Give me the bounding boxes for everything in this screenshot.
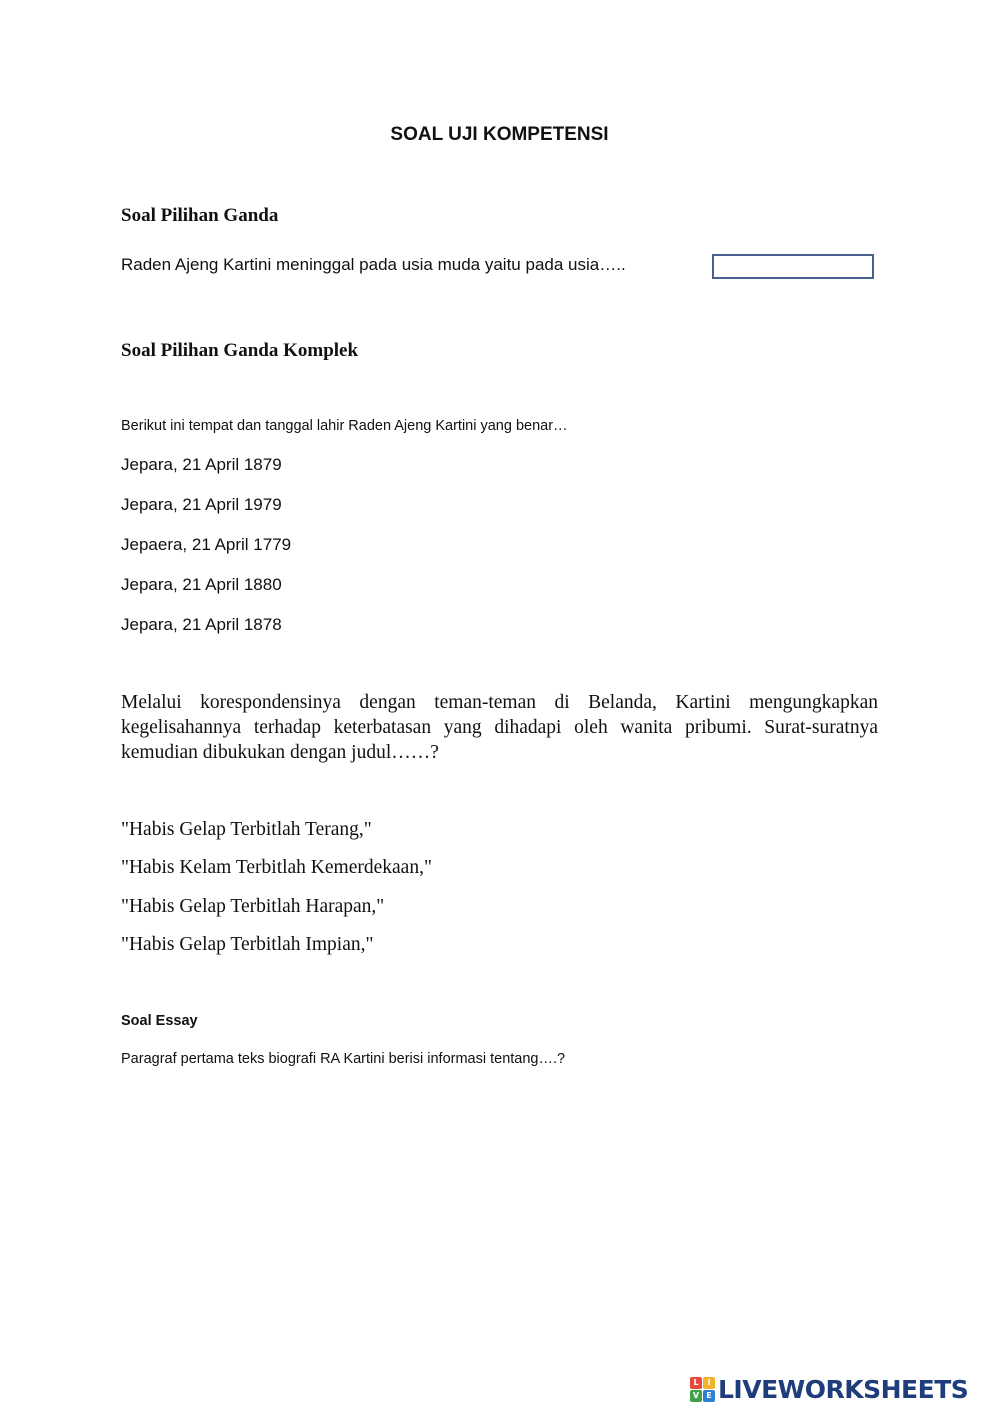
option-birthplace-2[interactable]: Jepara, 21 April 1979	[121, 495, 282, 514]
question-letters-book-title: Melalui korespondensinya dengan teman-teman di Belanda, Kartini mengungkapkan kegelisahannya terhadap keterbatasan yang dihadapi oleh wanita pribumi. Surat-suratnya kemudian dibukukan dengan judul……?	[121, 692, 878, 763]
logo-mark-letter: I	[703, 1377, 715, 1389]
liveworksheets-logo-icon	[690, 1377, 715, 1402]
option-birthplace-4[interactable]: Jepara, 21 April 1880	[121, 575, 282, 594]
logo-mark-letter: V	[690, 1390, 702, 1402]
option-book-title-3[interactable]: "Habis Gelap Terbitlah Harapan,"	[121, 896, 385, 917]
option-book-title-2[interactable]: "Habis Kelam Terbitlah Kemerdekaan,"	[121, 857, 432, 878]
option-birthplace-1[interactable]: Jepara, 21 April 1879	[121, 455, 282, 474]
option-birthplace-5[interactable]: Jepara, 21 April 1878	[121, 615, 282, 634]
logo-text: LIVEWORKSHEETS	[718, 1374, 969, 1404]
option-birthplace-3[interactable]: Jepaera, 21 April 1779	[121, 535, 292, 554]
section-heading-complex-multiple-choice: Soal Pilihan Ganda Komplek	[121, 340, 359, 361]
section-heading-essay: Soal Essay	[121, 1013, 198, 1029]
option-book-title-1[interactable]: "Habis Gelap Terbitlah Terang,"	[121, 819, 372, 840]
page-title: SOAL UJI KOMPETENSI	[390, 124, 609, 145]
logo-mark-letter: E	[703, 1390, 715, 1402]
question-kartini-age: Raden Ajeng Kartini meninggal pada usia muda yaitu pada usia…..	[121, 255, 626, 274]
option-book-title-4[interactable]: "Habis Gelap Terbitlah Impian,"	[121, 934, 374, 955]
answer-input-kartini-age[interactable]	[712, 254, 874, 279]
section-heading-multiple-choice: Soal Pilihan Ganda	[121, 205, 279, 226]
liveworksheets-logo	[690, 1372, 968, 1406]
logo-mark-letter: L	[690, 1377, 702, 1389]
question-birthplace: Berikut ini tempat dan tanggal lahir Raden Ajeng Kartini yang benar…	[121, 418, 568, 434]
question-essay-first-paragraph: Paragraf pertama teks biografi RA Kartini berisi informasi tentang….?	[121, 1051, 566, 1067]
